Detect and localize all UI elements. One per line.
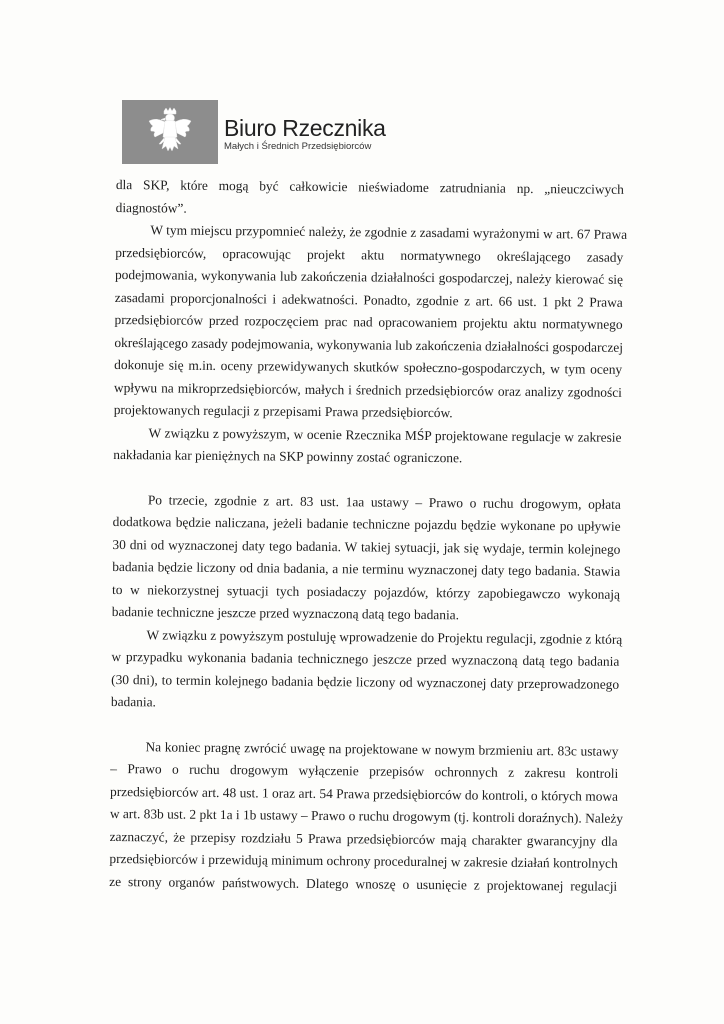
office-subtitle: Małych i Średnich Przedsiębiorców (224, 141, 372, 152)
letter-body (109, 174, 628, 898)
text-line: dla SKP, które mogą być całkowicie nieświadome zatrudniania np. „nieuczciwych (115, 176, 624, 197)
text-line: określającego zasady podejmowania, wykonywania lub zakończenia działalności gospodarczej (114, 334, 624, 355)
text-line: ze strony organów państwowych. Dlatego wnoszę o usunięcie z projektowanej regulacji (109, 873, 618, 894)
text-line: przedsiębiorców, opracowując projekt aktu normatywnego określającego zasady (115, 244, 624, 265)
text-line: W związku z powyższym, w ocenie Rzecznika MŚP projektowane regulacje w zakresie (148, 424, 622, 445)
text-line: diagnostów”. (115, 199, 187, 216)
text-line: badania będzie liczony od dnia badania, a nie terminu wyznaczonej daty tego badania. Stawia (112, 558, 621, 579)
text-line: zaznaczyć, że przepisy rozdziału 5 Prawa przedsiębiorców mają charakter gwarancyjny dla (109, 828, 618, 849)
text-line: Na koniec pragnę zwrócić uwagę na projektowane w nowym brzmieniu art. 83c ustawy (145, 738, 619, 759)
polish-eagle-icon (148, 107, 192, 157)
text-line: to w niekorzystnej sytuacji tych posiadaczy pojazdów, którzy zapobiegawczo wykonają (111, 581, 621, 602)
text-line: podejmowania, wykonywania lub zakończenia działalności gospodarczej, należy kierować się (114, 266, 624, 287)
text-line: badanie techniczne jeszcze przed wyznaczoną datą tego badania. (111, 603, 460, 623)
text-line: W związku z powyższym postuluję wprowadzenie do Projektu regulacji, zgodnie z którą (146, 626, 623, 647)
text-line: w przypadku wykonania badania technicznego jeszcze przed wyznaczoną datą tego badania (111, 648, 620, 669)
text-line: przedsiębiorców art. 48 ust. 1 oraz art. 54 Prawa przedsiębiorców do kontroli, o których mowa (110, 783, 619, 804)
text-line: (30 dni), to termin kolejnego badania będzie liczony od wyznaczonej daty przeprowadzonego (111, 671, 620, 692)
text-line: przedsiębiorców i przewidują minimum ochrony proceduralnej w zakresie działań kontrolnych (109, 850, 618, 871)
text-line: projektowanych regulacji z przepisami Prawa przedsiębiorców. (113, 401, 453, 421)
text-line: – Prawo o ruchu drogowym wyłączenie przepisów ochronnych z zakresu kontroli (110, 760, 619, 781)
text-line: w art. 83b ust. 2 pkt 1a i 1b ustawy – Prawo o ruchu drogowym (tj. kontroli doraźnych). Należy (109, 805, 624, 826)
emblem-box (122, 100, 218, 164)
brand-block (224, 116, 386, 153)
text-line: wpływu na mikroprzedsiębiorców, małych i średnich przedsiębiorców oraz analizy zgodności (113, 379, 623, 400)
text-line: zasadami proporcjonalności i adekwatności. Ponadto, zgodnie z art. 66 ust. 1 pkt 2 Prawa (114, 289, 623, 310)
text-line: W tym miejscu przypomnieć należy, że zgodnie z zasadami wyrażonymi w art. 67 Prawa (150, 222, 628, 242)
text-line: 30 dni od wyznaczonej daty tego badania. W takiej sytuacji, jak się wydaje, termin kolejnego (112, 536, 621, 557)
text-line: dokonuje się m.in. oceny przewidywanych skutków społeczno-gospodarczych, w tym oceny (114, 356, 623, 377)
office-name: Biuro Rzecznika (224, 115, 386, 141)
letterhead (122, 100, 386, 164)
text-line: przedsiębiorców przed rozpoczęciem prac nad opracowaniem projektu aktu normatywnego (114, 311, 623, 332)
text-line: badania. (110, 693, 156, 710)
text-line: Po trzecie, zgodnie z art. 83 ust. 1aa ustawy – Prawo o ruchu drogowym, opłata (147, 491, 621, 512)
text-line: dodatkowa będzie naliczana, jeżeli badanie techniczne pojazdu będzie wykonane po upływie (112, 513, 621, 534)
text-line: nakładania kar pieniężnych na SKP powinny zostać ograniczone. (113, 446, 463, 466)
